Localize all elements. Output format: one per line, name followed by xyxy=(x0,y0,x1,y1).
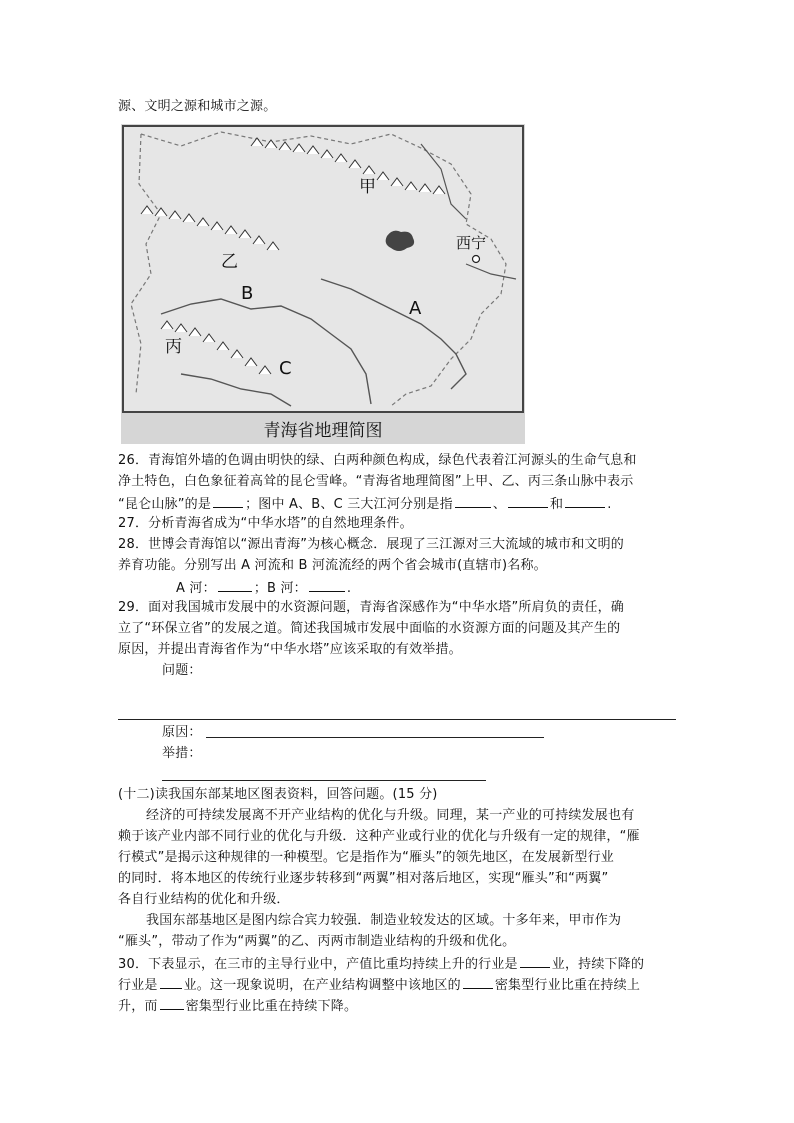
answer-blank[interactable] xyxy=(455,493,491,508)
q26-line1: 26．青海馆外墙的色调由明快的绿、白两种颜色构成，绿色代表着江河源头的生命气息和 xyxy=(118,453,637,468)
q28-end: . xyxy=(346,581,352,596)
s12-p1-line3: 行模式”是揭示这种规律的一种模型。它是指作为“雁头”的领先地区，在发展新型行业 xyxy=(118,850,615,865)
s12-p2-line1: 我国东部基地区是图内综合宾力较强．制造业较发达的区域。十多年来，甲市作为 xyxy=(146,913,622,928)
label-bing: 丙 xyxy=(165,337,182,357)
q28-b-label: ；B 河： xyxy=(253,581,307,596)
answer-blank[interactable] xyxy=(218,577,252,592)
q29-line1: 29．面对我国城市发展中的水资源问题，青海省深感作为“中华水塔”所肩负的责任，确 xyxy=(118,600,625,615)
section12-title: (十二)读我国东部某地区图表资料，回答问题。(15 分) xyxy=(118,787,438,802)
s12-p1-line5: 各自行业结构的优化和升级． xyxy=(118,892,290,907)
answer-line-cause[interactable] xyxy=(206,737,544,738)
label-a: A xyxy=(409,298,422,319)
q26-text-a: “昆仑山脉”的是 xyxy=(118,497,212,512)
q29-line3: 原因，并提出青海省作为“中华水塔”应该采取的有效举措。 xyxy=(118,642,462,657)
s12-p1-line2: 赖于该产业内部不同行业的优化与升级．这种产业或行业的优化与升级有一定的规律，“雁 xyxy=(118,829,640,844)
q28-line1: 28．世博会青海馆以“源出青海”为核心概念．展现了三江源对三大流域的城市和文明的 xyxy=(118,537,625,552)
answer-blank[interactable] xyxy=(565,493,605,508)
q30-text-c: 行业是 xyxy=(118,978,158,993)
q29-measure-label: 举措： xyxy=(162,746,202,761)
q26-line3 xyxy=(118,493,612,515)
s12-p1-line1: 经济的可持续发展离不开产业结构的优化与升级。同理，某一产业的可持续发展也有 xyxy=(146,808,635,823)
answer-blank[interactable] xyxy=(520,953,550,968)
label-xining: 西宁 xyxy=(456,234,487,252)
intro-line: 源、文明之源和城市之源。 xyxy=(118,99,277,114)
label-b: B xyxy=(241,283,254,304)
q26-text-d: 和 xyxy=(550,497,564,512)
answer-blank[interactable] xyxy=(213,493,243,508)
answer-line-measure[interactable] xyxy=(162,780,486,781)
map-caption: 青海省地理简图 xyxy=(263,421,383,441)
q26-text-b: ；图中 A、B、C 三大江河分别是指 xyxy=(245,497,453,512)
q30-text-f: 升，而 xyxy=(118,999,158,1014)
s12-p1-line4: 的同时．将本地区的传统行业逐步转移到“两翼”相对落后地区，实现“雁头”和“两翼” xyxy=(118,871,609,886)
q28-a-label: A 河： xyxy=(176,581,216,596)
answer-blank[interactable] xyxy=(463,974,493,989)
q29-cause-label: 原因： xyxy=(162,725,202,740)
label-c: C xyxy=(279,358,292,379)
answer-blank[interactable] xyxy=(160,995,184,1010)
q30-text-g: 密集型行业比重在持续下降。 xyxy=(185,999,358,1014)
q28-line2: 养育功能。分别写出 A 河流和 B 河流流经的两个省会城市(直辖市)名称。 xyxy=(118,558,547,573)
q30-text-b: 业，持续下降的 xyxy=(551,957,645,972)
answer-blank[interactable] xyxy=(160,974,182,989)
label-yi: 乙 xyxy=(221,252,238,272)
qinghai-map xyxy=(121,124,525,444)
answer-blank[interactable] xyxy=(309,577,345,592)
answer-blank[interactable] xyxy=(508,493,548,508)
q30-text-e: 密集型行业比重在持续上 xyxy=(494,978,641,993)
q26-text-c: 、 xyxy=(492,497,507,512)
q29-problem-label: 问题： xyxy=(162,663,202,678)
label-jia: 甲 xyxy=(359,177,376,197)
answer-line-problem[interactable] xyxy=(118,719,676,720)
q30-line1 xyxy=(118,953,644,975)
q26-line2: 净土特色，白色象征着高耸的昆仑雪峰。“青海省地理简图”上甲、乙、丙三条山脉中表示 xyxy=(118,474,634,489)
xining-marker xyxy=(473,256,480,263)
q30-text-d: 业。这一现象说明，在产业结构调整中该地区的 xyxy=(183,978,461,993)
q26-text-e: . xyxy=(607,497,612,512)
q27: 27．分析青海省成为“中华水塔”的自然地理条件。 xyxy=(118,516,413,531)
q30-line3 xyxy=(118,995,357,1017)
q30-text-a: 30．下表显示，在三市的主导行业中，产值比重均持续上升的行业是 xyxy=(118,957,518,972)
q28-answer-line xyxy=(176,577,351,599)
q29-line2: 立了“环保立省”的发展之道。简述我国城市发展中面临的水资源方面的问题及其产生的 xyxy=(118,621,621,636)
q30-line2 xyxy=(118,974,640,996)
s12-p2-line2: “雁头”，带动了作为“两翼”的乙、丙两市制造业结构的升级和优化。 xyxy=(118,934,516,949)
